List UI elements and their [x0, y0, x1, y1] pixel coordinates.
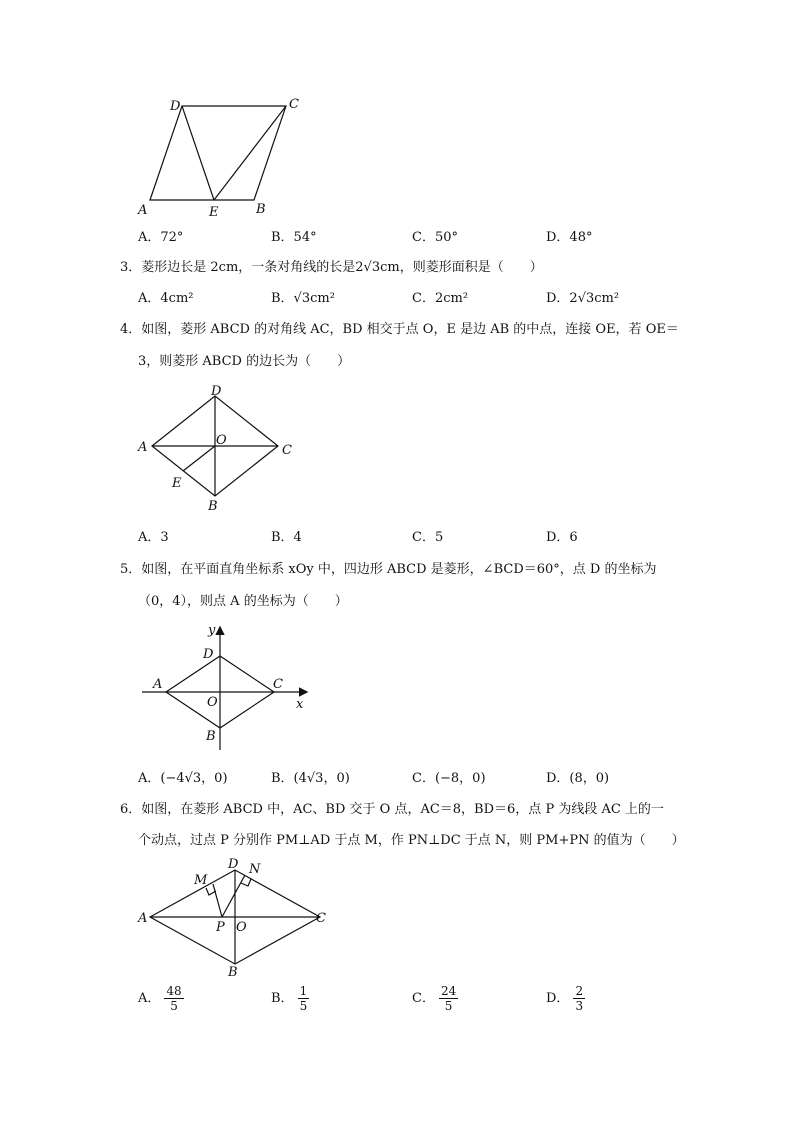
q3-option-d[interactable]: D．2√3cm²	[546, 291, 620, 306]
q5-option-a[interactable]: A．(−4√3，0)	[138, 771, 228, 786]
q4-stem-line1: 4．如图，菱形 ABCD 的对角线 AC，BD 相交于点 O，E 是边 AB 的中点，连接 OE，若 OE＝	[120, 322, 679, 337]
q2-label-d: D	[170, 99, 181, 114]
q6-label-c: C	[316, 911, 326, 926]
q2-line-de	[182, 106, 214, 200]
q5-label-o: O	[207, 695, 218, 710]
q4-option-b[interactable]: B．4	[271, 530, 302, 545]
q2-line-ce	[214, 106, 286, 200]
q6-label-m: M	[194, 873, 208, 888]
q4-figure	[130, 380, 305, 515]
q6-option-d-den: 3	[575, 999, 584, 1013]
q6-option-a-letter: A．	[138, 991, 161, 1006]
q3-option-a[interactable]: A．4cm²	[138, 291, 194, 306]
q5-label-a: A	[153, 677, 163, 692]
q6-option-d-letter: D．	[546, 991, 570, 1006]
q6-label-d: D	[228, 857, 239, 872]
q6-line-pn	[222, 875, 245, 917]
q6-label-p: P	[216, 920, 225, 935]
q2-option-c[interactable]: C．50°	[412, 230, 458, 245]
q6-option-b-num: 1	[299, 984, 308, 998]
q6-option-c[interactable]	[412, 984, 458, 1013]
q4-label-o: O	[216, 433, 227, 448]
q6-label-a: A	[138, 911, 148, 926]
q4-option-c[interactable]: C．5	[412, 530, 444, 545]
q5-stem-line2: （0，4），则点 A 的坐标为（ ）	[138, 594, 348, 609]
q6-option-a-fraction	[164, 984, 183, 1013]
q4-label-d: D	[211, 384, 222, 399]
q6-option-d-fraction	[573, 984, 585, 1013]
q6-line-pm	[213, 884, 222, 917]
q4-stem-line2: 3，则菱形 ABCD 的边长为（ ）	[138, 354, 351, 369]
q6-option-a-num: 48	[166, 984, 182, 998]
q4-line-oe	[183, 446, 215, 471]
q2-label-a: A	[138, 203, 148, 218]
q2-option-b[interactable]: B．54°	[271, 230, 317, 245]
q6-option-b-fraction	[298, 984, 310, 1013]
q5-label-d: D	[203, 647, 214, 662]
q3-option-b[interactable]: B．√3cm²	[271, 291, 335, 306]
q5-option-d[interactable]: D．(8，0)	[546, 771, 610, 786]
q6-option-b-letter: B．	[271, 991, 294, 1006]
q6-option-d[interactable]	[546, 984, 585, 1013]
q6-option-b-den: 5	[299, 999, 308, 1013]
q4-option-a[interactable]: A．3	[138, 530, 169, 545]
q6-option-a[interactable]	[138, 984, 184, 1013]
q6-option-c-den: 5	[444, 999, 453, 1013]
q5-label-x: x	[296, 697, 304, 712]
q2-label-c: C	[289, 97, 299, 112]
q5-figure	[138, 618, 318, 753]
q6-option-c-num: 24	[440, 984, 457, 998]
q4-label-c: C	[282, 443, 292, 458]
q6-label-n: N	[249, 862, 261, 877]
q6-option-c-fraction	[439, 984, 458, 1013]
q4-label-b: B	[208, 499, 218, 514]
q6-option-a-den: 5	[170, 999, 178, 1013]
q2-parallelogram	[150, 106, 286, 200]
q6-option-d-num: 2	[575, 984, 584, 998]
q5-option-c[interactable]: C．(−8，0)	[412, 771, 486, 786]
q4-label-a: A	[138, 440, 148, 455]
q5-label-b: B	[206, 729, 216, 744]
q6-label-o: O	[236, 920, 247, 935]
q6-stem-line1: 6．如图，在菱形 ABCD 中，AC、BD 交于 O 点，AC＝8，BD＝6，点 P 为线段 AC 上的一	[120, 802, 664, 817]
q2-option-a[interactable]: A．72°	[138, 230, 184, 245]
q6-option-b[interactable]	[271, 984, 309, 1013]
q5-label-c: C	[273, 677, 283, 692]
q2-label-e: E	[209, 205, 219, 220]
q5-stem-line1: 5．如图，在平面直角坐标系 xOy 中，四边形 ABCD 是菱形，∠BCD＝60°，点 D 的坐标为	[120, 562, 657, 577]
q4-label-e: E	[172, 476, 182, 491]
q2-label-b: B	[256, 202, 266, 217]
q4-option-d[interactable]: D．6	[546, 530, 578, 545]
q6-label-b: B	[228, 965, 238, 979]
q5-option-b[interactable]: B．(4√3，0)	[271, 771, 350, 786]
q3-option-c[interactable]: C．2cm²	[412, 291, 469, 306]
q5-label-y: y	[208, 623, 216, 638]
q6-stem-line2: 个动点，过点 P 分别作 PM⊥AD 于点 M，作 PN⊥DC 于点 N，则 PM+PN 的值为（ ）	[138, 833, 685, 848]
q2-option-d[interactable]: D．48°	[546, 230, 593, 245]
q3-stem: 3．菱形边长是 2cm，一条对角线的长是2√3cm，则菱形面积是（ ）	[120, 260, 543, 275]
q2-figure	[130, 92, 310, 222]
q6-option-c-letter: C．	[412, 991, 435, 1006]
q6-figure	[130, 854, 335, 979]
